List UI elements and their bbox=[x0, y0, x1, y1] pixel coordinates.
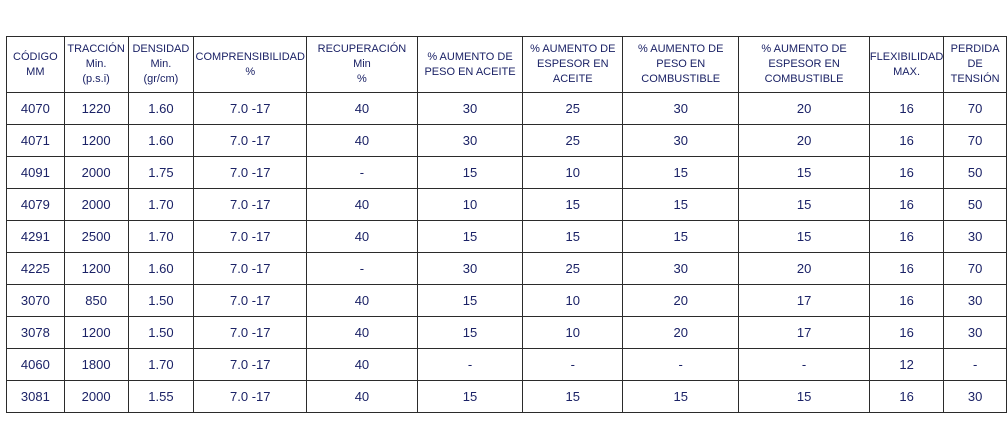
cell-recuperacion: 40 bbox=[307, 349, 417, 381]
cell-comprensibilidad: 7.0 -17 bbox=[194, 221, 307, 253]
cell-codigo: 4070 bbox=[7, 93, 65, 125]
cell-codigo: 3081 bbox=[7, 381, 65, 413]
cell-codigo: 4225 bbox=[7, 253, 65, 285]
cell-aumento-espesor-combustible: 20 bbox=[739, 93, 870, 125]
table-row bbox=[7, 125, 1007, 157]
cell-perdida-tension: 70 bbox=[944, 93, 1007, 125]
header-comprensibilidad: COMPRENSIBILIDAD % bbox=[194, 37, 307, 93]
cell-traccion: 2000 bbox=[64, 381, 128, 413]
cell-densidad: 1.70 bbox=[128, 349, 194, 381]
cell-aumento-espesor-combustible: 20 bbox=[739, 125, 870, 157]
cell-aumento-peso-aceite: 10 bbox=[417, 189, 523, 221]
table-row bbox=[7, 253, 1007, 285]
cell-comprensibilidad: 7.0 -17 bbox=[194, 157, 307, 189]
cell-flexibilidad: 16 bbox=[869, 285, 943, 317]
cell-densidad: 1.75 bbox=[128, 157, 194, 189]
cell-traccion: 2500 bbox=[64, 221, 128, 253]
cell-recuperacion: 40 bbox=[307, 317, 417, 349]
cell-densidad: 1.60 bbox=[128, 253, 194, 285]
table-row bbox=[7, 189, 1007, 221]
cell-aumento-peso-aceite: 15 bbox=[417, 317, 523, 349]
cell-flexibilidad: 16 bbox=[869, 253, 943, 285]
cell-perdida-tension: 30 bbox=[944, 317, 1007, 349]
cell-densidad: 1.70 bbox=[128, 221, 194, 253]
cell-densidad: 1.55 bbox=[128, 381, 194, 413]
cell-aumento-espesor-combustible: 15 bbox=[739, 157, 870, 189]
cell-aumento-espesor-aceite: 15 bbox=[523, 381, 623, 413]
table-body bbox=[7, 93, 1007, 413]
specs-table-container bbox=[6, 36, 1007, 413]
cell-aumento-espesor-combustible: 17 bbox=[739, 285, 870, 317]
cell-perdida-tension: 70 bbox=[944, 125, 1007, 157]
cell-recuperacion: 40 bbox=[307, 285, 417, 317]
cell-aumento-peso-combustible: 20 bbox=[623, 317, 739, 349]
cell-aumento-peso-aceite: 15 bbox=[417, 157, 523, 189]
cell-flexibilidad: 16 bbox=[869, 381, 943, 413]
cell-recuperacion: 40 bbox=[307, 93, 417, 125]
cell-comprensibilidad: 7.0 -17 bbox=[194, 125, 307, 157]
header-aumento-espesor-combustible: % AUMENTO DE ESPESOR EN COMBUSTIBLE bbox=[739, 37, 870, 93]
cell-recuperacion: 40 bbox=[307, 221, 417, 253]
table-row bbox=[7, 221, 1007, 253]
cell-aumento-peso-aceite: 15 bbox=[417, 221, 523, 253]
cell-perdida-tension: - bbox=[944, 349, 1007, 381]
cell-aumento-peso-aceite: 15 bbox=[417, 381, 523, 413]
cell-comprensibilidad: 7.0 -17 bbox=[194, 285, 307, 317]
header-flexibilidad: FLEXIBILIDAD MAX. bbox=[869, 37, 943, 93]
cell-aumento-peso-combustible: 30 bbox=[623, 253, 739, 285]
cell-aumento-peso-aceite: 15 bbox=[417, 285, 523, 317]
header-densidad: DENSIDAD Min. (gr/cm) bbox=[128, 37, 194, 93]
cell-flexibilidad: 12 bbox=[869, 349, 943, 381]
cell-codigo: 4060 bbox=[7, 349, 65, 381]
cell-aumento-espesor-combustible: 15 bbox=[739, 189, 870, 221]
cell-flexibilidad: 16 bbox=[869, 221, 943, 253]
cell-aumento-peso-aceite: 30 bbox=[417, 93, 523, 125]
table-row bbox=[7, 317, 1007, 349]
cell-traccion: 1200 bbox=[64, 125, 128, 157]
cell-perdida-tension: 30 bbox=[944, 221, 1007, 253]
table-row bbox=[7, 381, 1007, 413]
cell-perdida-tension: 50 bbox=[944, 157, 1007, 189]
cell-aumento-peso-combustible: 15 bbox=[623, 381, 739, 413]
cell-aumento-espesor-aceite: - bbox=[523, 349, 623, 381]
cell-flexibilidad: 16 bbox=[869, 189, 943, 221]
cell-aumento-peso-aceite: - bbox=[417, 349, 523, 381]
cell-codigo: 3078 bbox=[7, 317, 65, 349]
cell-perdida-tension: 30 bbox=[944, 381, 1007, 413]
cell-densidad: 1.70 bbox=[128, 189, 194, 221]
cell-codigo: 4091 bbox=[7, 157, 65, 189]
cell-traccion: 850 bbox=[64, 285, 128, 317]
cell-traccion: 2000 bbox=[64, 157, 128, 189]
cell-traccion: 1200 bbox=[64, 253, 128, 285]
cell-densidad: 1.50 bbox=[128, 285, 194, 317]
header-aumento-peso-combustible: % AUMENTO DE PESO EN COMBUSTIBLE bbox=[623, 37, 739, 93]
cell-comprensibilidad: 7.0 -17 bbox=[194, 189, 307, 221]
cell-aumento-espesor-combustible: - bbox=[739, 349, 870, 381]
cell-aumento-espesor-combustible: 17 bbox=[739, 317, 870, 349]
cell-flexibilidad: 16 bbox=[869, 125, 943, 157]
cell-codigo: 4079 bbox=[7, 189, 65, 221]
cell-aumento-espesor-combustible: 15 bbox=[739, 221, 870, 253]
cell-comprensibilidad: 7.0 -17 bbox=[194, 93, 307, 125]
cell-aumento-peso-aceite: 30 bbox=[417, 125, 523, 157]
cell-aumento-espesor-aceite: 25 bbox=[523, 125, 623, 157]
cell-comprensibilidad: 7.0 -17 bbox=[194, 317, 307, 349]
cell-aumento-peso-combustible: 30 bbox=[623, 125, 739, 157]
cell-aumento-espesor-combustible: 20 bbox=[739, 253, 870, 285]
table-row bbox=[7, 285, 1007, 317]
cell-traccion: 1220 bbox=[64, 93, 128, 125]
header-perdida-tension: PERDIDA DE TENSIÓN bbox=[944, 37, 1007, 93]
cell-perdida-tension: 70 bbox=[944, 253, 1007, 285]
cell-aumento-peso-combustible: 30 bbox=[623, 93, 739, 125]
cell-aumento-espesor-combustible: 15 bbox=[739, 381, 870, 413]
cell-traccion: 1200 bbox=[64, 317, 128, 349]
cell-flexibilidad: 16 bbox=[869, 93, 943, 125]
cell-recuperacion: - bbox=[307, 253, 417, 285]
cell-aumento-espesor-aceite: 10 bbox=[523, 285, 623, 317]
cell-aumento-peso-combustible: - bbox=[623, 349, 739, 381]
cell-densidad: 1.60 bbox=[128, 125, 194, 157]
header-traccion: TRACCIÓN Min. (p.s.i) bbox=[64, 37, 128, 93]
cell-flexibilidad: 16 bbox=[869, 157, 943, 189]
cell-aumento-peso-aceite: 30 bbox=[417, 253, 523, 285]
header-aumento-espesor-aceite: % AUMENTO DE ESPESOR EN ACEITE bbox=[523, 37, 623, 93]
cell-aumento-espesor-aceite: 25 bbox=[523, 253, 623, 285]
cell-aumento-peso-combustible: 15 bbox=[623, 221, 739, 253]
cell-comprensibilidad: 7.0 -17 bbox=[194, 381, 307, 413]
cell-recuperacion: 40 bbox=[307, 381, 417, 413]
cell-aumento-espesor-aceite: 10 bbox=[523, 157, 623, 189]
table-row bbox=[7, 93, 1007, 125]
cell-aumento-peso-combustible: 15 bbox=[623, 189, 739, 221]
cell-codigo: 3070 bbox=[7, 285, 65, 317]
cell-flexibilidad: 16 bbox=[869, 317, 943, 349]
cell-codigo: 4071 bbox=[7, 125, 65, 157]
cell-perdida-tension: 50 bbox=[944, 189, 1007, 221]
cell-densidad: 1.50 bbox=[128, 317, 194, 349]
cell-comprensibilidad: 7.0 -17 bbox=[194, 349, 307, 381]
cell-aumento-peso-combustible: 20 bbox=[623, 285, 739, 317]
header-row bbox=[7, 37, 1007, 93]
cell-comprensibilidad: 7.0 -17 bbox=[194, 253, 307, 285]
specs-table bbox=[6, 36, 1007, 413]
cell-traccion: 2000 bbox=[64, 189, 128, 221]
cell-recuperacion: - bbox=[307, 157, 417, 189]
cell-aumento-peso-combustible: 15 bbox=[623, 157, 739, 189]
table-row bbox=[7, 157, 1007, 189]
header-codigo: CÓDIGO MM bbox=[7, 37, 65, 93]
cell-traccion: 1800 bbox=[64, 349, 128, 381]
cell-aumento-espesor-aceite: 15 bbox=[523, 189, 623, 221]
cell-perdida-tension: 30 bbox=[944, 285, 1007, 317]
cell-recuperacion: 40 bbox=[307, 125, 417, 157]
cell-codigo: 4291 bbox=[7, 221, 65, 253]
header-recuperacion: RECUPERACIÓN Min % bbox=[307, 37, 417, 93]
table-row bbox=[7, 349, 1007, 381]
cell-recuperacion: 40 bbox=[307, 189, 417, 221]
cell-aumento-espesor-aceite: 15 bbox=[523, 221, 623, 253]
cell-aumento-espesor-aceite: 10 bbox=[523, 317, 623, 349]
cell-densidad: 1.60 bbox=[128, 93, 194, 125]
header-aumento-peso-aceite: % AUMENTO DE PESO EN ACEITE bbox=[417, 37, 523, 93]
cell-aumento-espesor-aceite: 25 bbox=[523, 93, 623, 125]
